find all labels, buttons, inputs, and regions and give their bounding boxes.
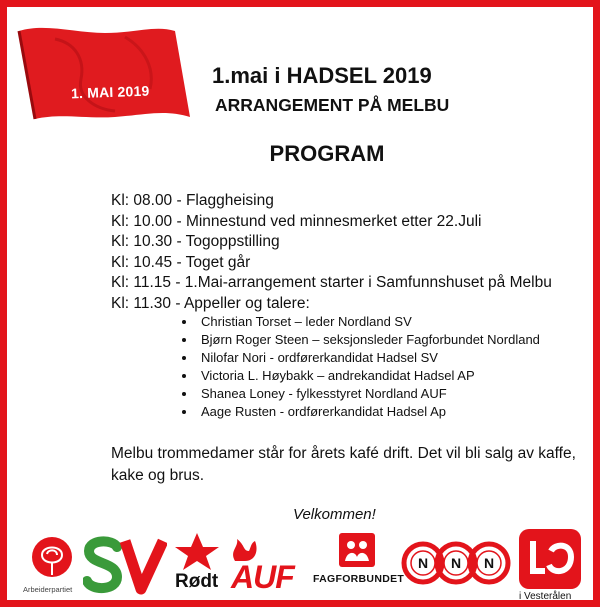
speaker-item: Nilofar Nori - ordførerkandidat Hadsel SV bbox=[182, 349, 540, 367]
speaker-item: Victoria L. Høybakk – andrekandidat Hadsel AP bbox=[182, 367, 540, 385]
nnn-letter: N bbox=[483, 555, 495, 571]
red-flag-icon bbox=[15, 19, 195, 129]
auf-logo bbox=[227, 537, 311, 599]
cafe-info: Melbu trommedamer står for årets kafé drift. Det vil bli salg av kaffe, kake og brus. bbox=[111, 445, 576, 484]
flag-label: 1. MAI 2019 bbox=[70, 82, 150, 102]
rodt-label: Rødt bbox=[175, 571, 219, 592]
schedule-list bbox=[111, 191, 552, 314]
schedule-item: Kl: 10.30 - Togoppstilling bbox=[111, 233, 280, 250]
sponsor-logos bbox=[21, 529, 593, 609]
schedule-item: Kl: 08.00 - Flaggheising bbox=[111, 192, 274, 209]
nnn-letter: N bbox=[417, 555, 429, 571]
ap-caption: Arbeiderpartiet bbox=[23, 585, 73, 594]
lo-caption: i Vesterålen bbox=[519, 591, 572, 602]
program-heading: PROGRAM bbox=[269, 141, 385, 166]
nnn-letter: N bbox=[450, 555, 462, 571]
page-subtitle: ARRANGEMENT PÅ MELBU bbox=[215, 95, 450, 115]
fagforbundet-icon bbox=[339, 533, 375, 567]
schedule-item: Kl: 10.00 - Minnestund ved minnesmerket etter 22.Juli bbox=[111, 212, 482, 230]
auf-label: AUF bbox=[231, 559, 294, 595]
speaker-item: Aage Rusten - ordførerkandidat Hadsel Ap bbox=[182, 403, 540, 421]
welcome-text: Velkommen! bbox=[293, 506, 376, 523]
lo-logo bbox=[515, 529, 585, 607]
nnn-rings-icon bbox=[401, 535, 511, 591]
fagforbundet-label: FAGFORBUNDET bbox=[313, 573, 405, 585]
star-icon bbox=[167, 531, 227, 571]
rodt-logo bbox=[167, 531, 227, 597]
rose-icon bbox=[27, 535, 77, 581]
schedule-item: Kl: 11.15 - 1.Mai-arrangement starter i Samfunnshuset på Melbu bbox=[111, 274, 552, 291]
nnn-logo bbox=[401, 535, 511, 595]
ap-logo bbox=[23, 535, 77, 597]
speaker-item: Bjørn Roger Steen – seksjonsleder Fagforbundet Nordland bbox=[182, 331, 540, 349]
speaker-item: Shanea Loney - fylkesstyret Nordland AUF bbox=[182, 385, 540, 403]
sv-logo bbox=[83, 535, 167, 595]
flag-graphic bbox=[15, 19, 195, 129]
sv-wordmark-icon bbox=[83, 535, 167, 595]
schedule-item: Kl: 11.30 - Appeller og talere: bbox=[111, 294, 310, 312]
fagforbundet-logo bbox=[311, 533, 405, 599]
speaker-item: Christian Torset – leder Nordland SV bbox=[182, 313, 540, 331]
lo-icon bbox=[519, 529, 581, 589]
page-title: 1.mai i HADSEL 2019 bbox=[212, 63, 432, 88]
schedule-item: Kl: 10.45 - Toget går bbox=[111, 253, 251, 271]
speaker-list bbox=[182, 313, 540, 421]
